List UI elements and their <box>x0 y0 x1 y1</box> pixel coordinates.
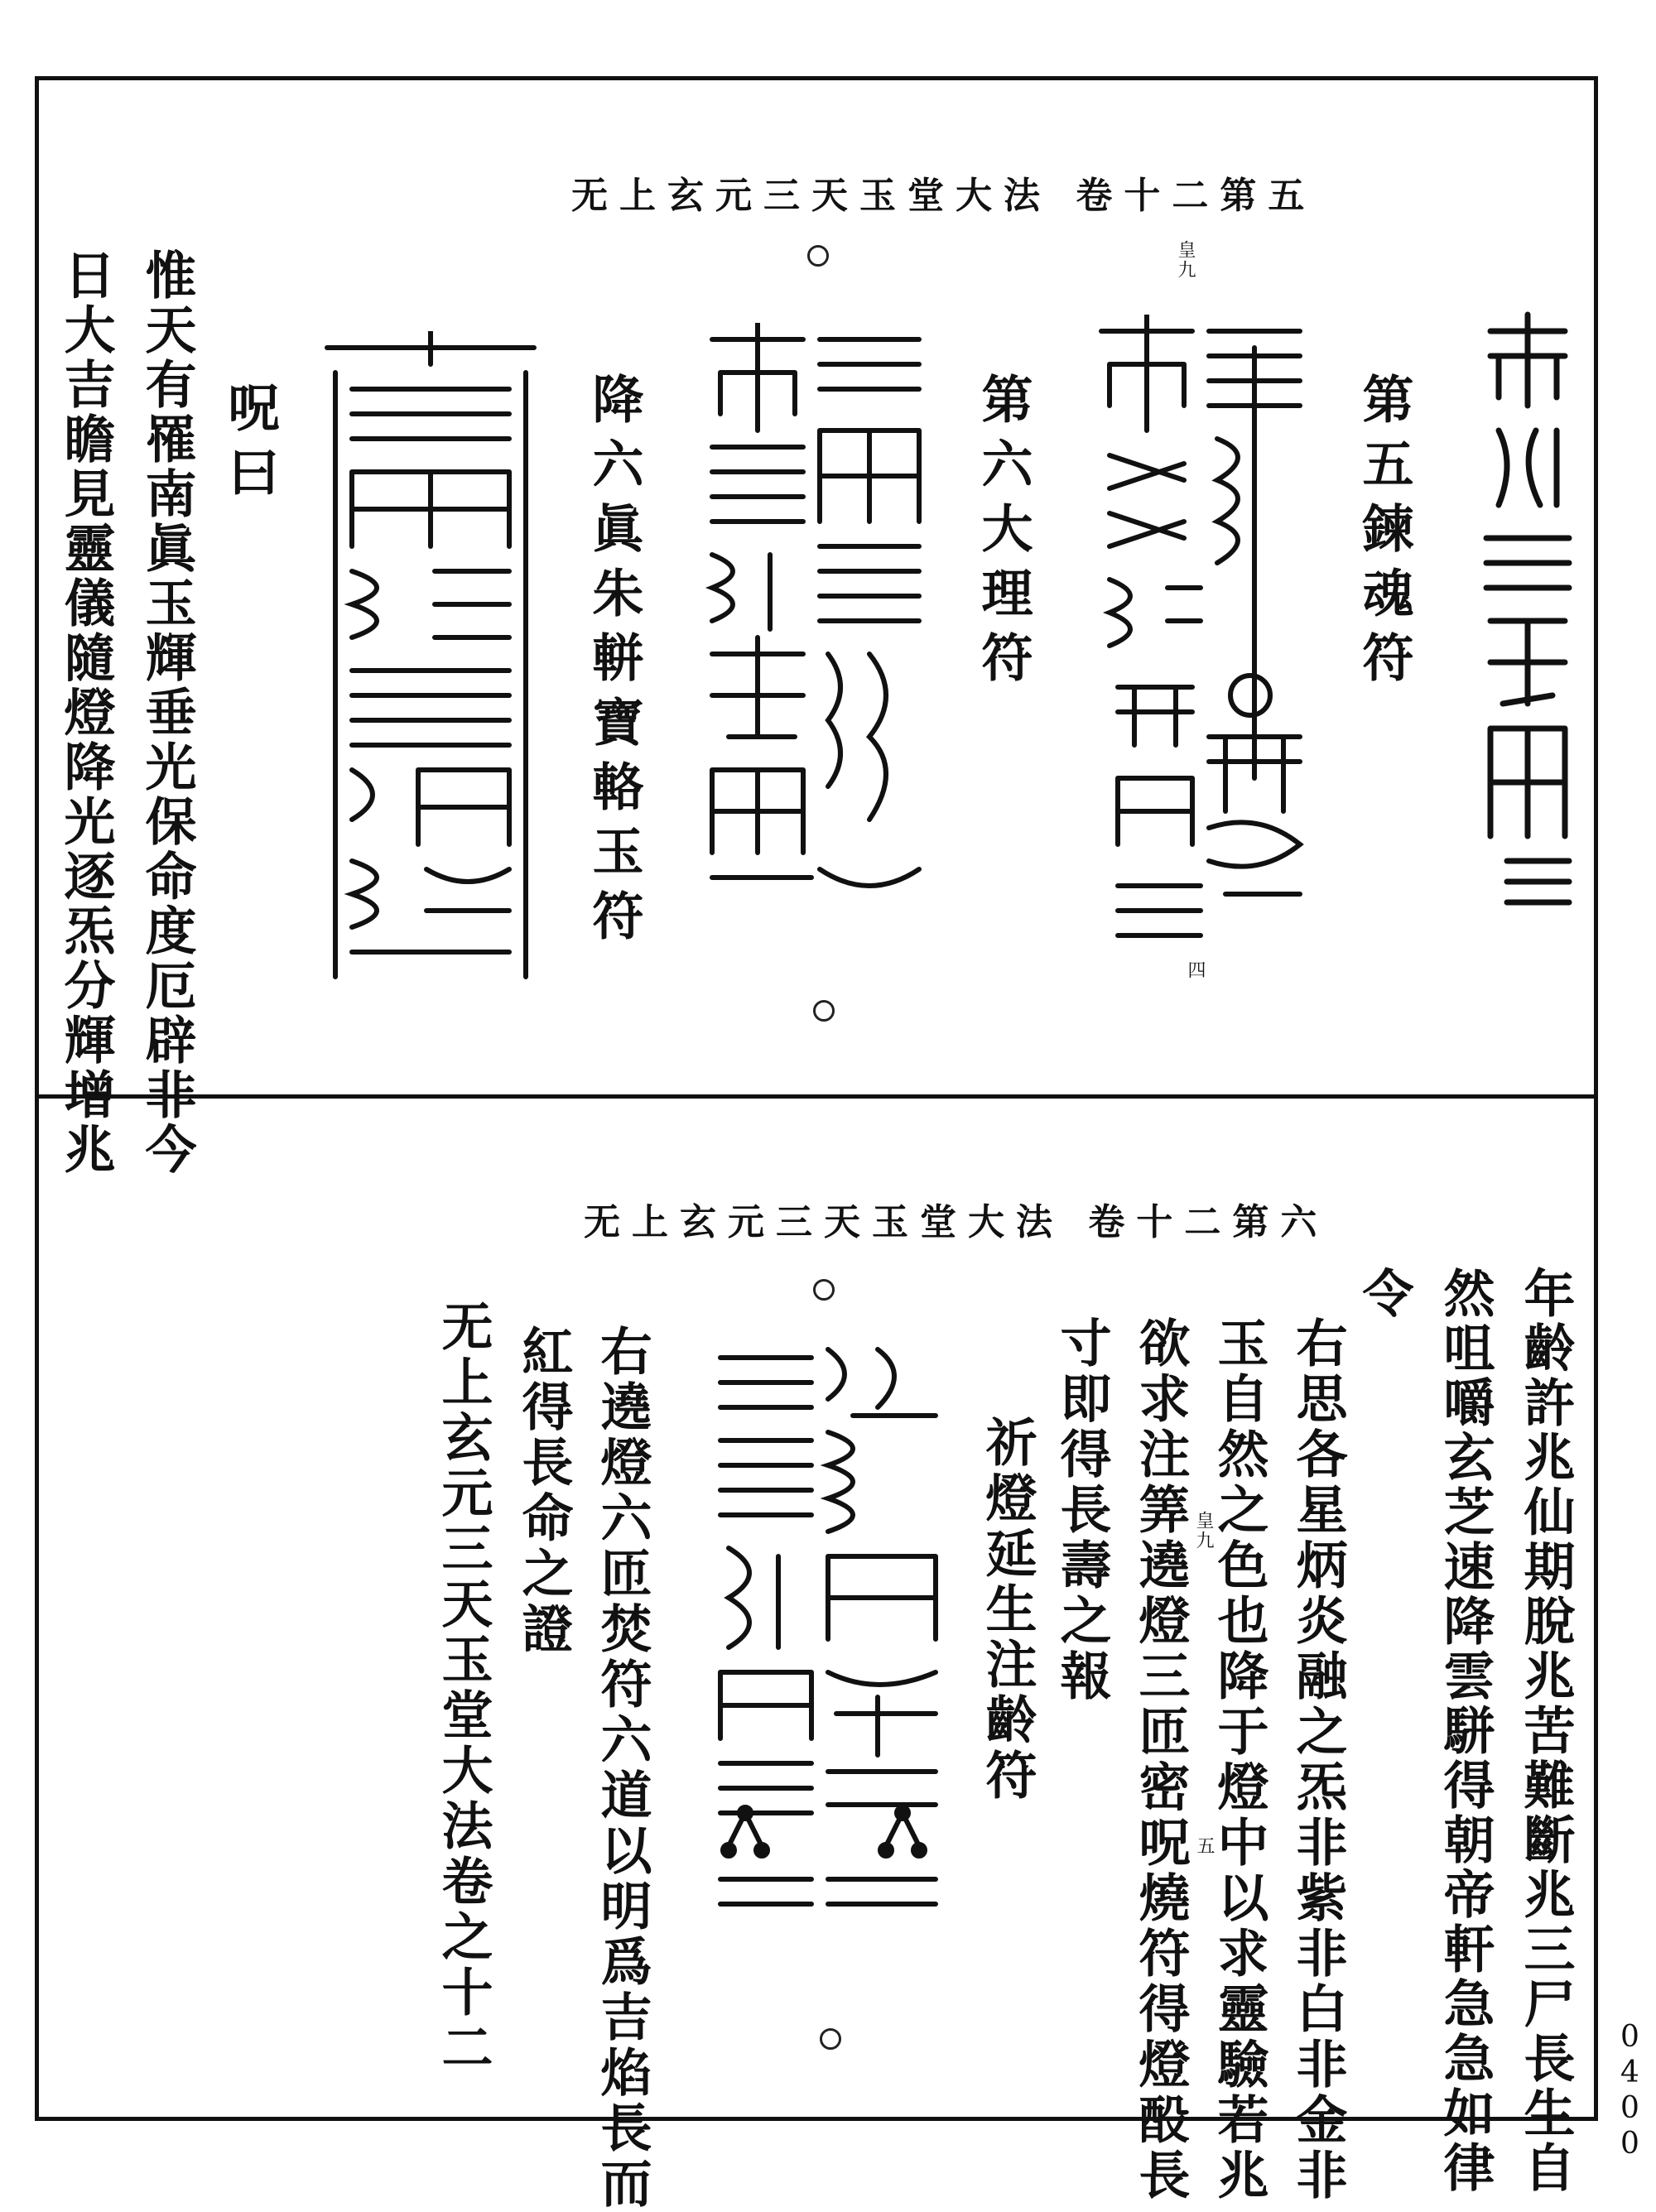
text-column: 日大吉瞻見靈儀隨燈降光逐炁分輝增兆 <box>55 248 116 1177</box>
jiang-liu-zhen-talisman <box>319 331 542 985</box>
page-divider <box>35 1094 1598 1099</box>
text-column: 然咀嚼玄芝速降雲駢得朝帝軒急急如律 <box>1435 1267 1495 2195</box>
margin-note: 皇九 <box>1193 1511 1214 1551</box>
binding-hole <box>820 2028 841 2050</box>
text-column: 祈燈延生注齡符 <box>977 1416 1037 1804</box>
text-column: 右思各星炳炎融之炁非紫非白非金非 <box>1288 1316 1348 2204</box>
text-column: 欲求注筭遶燈三匝密呪燒符得燈酘長 <box>1130 1316 1191 2204</box>
qideng-talisman <box>712 1341 944 1921</box>
binding-hole <box>807 245 829 267</box>
lianhun-talisman-left <box>1474 306 1581 919</box>
page-number: 0400 <box>1613 2020 1647 2162</box>
margin-note: 四 <box>1185 960 1206 980</box>
text-column: 令 <box>1354 1267 1414 1331</box>
bottom-header: 无上玄元三天玉堂大法 卷十二第六 <box>584 1201 1329 1243</box>
text-column: 右遶燈六匝焚符六道以明爲吉焰長而 <box>592 1325 652 2212</box>
binding-hole <box>813 1000 835 1022</box>
text-column: 惟天有罹南眞玉輝垂光保命度厄辟非今 <box>137 248 197 1177</box>
text-column: 第五鍊魂符 <box>1354 373 1414 695</box>
text-column: 玉自然之色也降于燈中以求靈驗若兆 <box>1209 1316 1269 2204</box>
text-column: 无上玄元三天玉堂大法卷之十二 <box>433 1300 493 2076</box>
text-column: 呪曰 <box>219 381 280 510</box>
text-column: 年齡許兆仙期脫兆苦難斷兆三尸長生自 <box>1515 1267 1576 2195</box>
text-column: 降六眞朱軿寶輅玉符 <box>584 373 644 954</box>
top-header: 无上玄元三天玉堂大法 卷十二第五 <box>571 175 1317 217</box>
margin-note: 皇九 <box>1175 240 1196 280</box>
binding-hole <box>813 1279 835 1301</box>
lianhun-talisman-right <box>1093 315 1308 944</box>
text-column: 紅得長命之證 <box>513 1325 574 1657</box>
text-column: 寸即得長壽之報 <box>1052 1316 1112 1705</box>
text-column: 第六大理符 <box>973 373 1033 695</box>
margin-note: 五 <box>1194 1836 1215 1856</box>
dali-talisman <box>704 323 927 902</box>
